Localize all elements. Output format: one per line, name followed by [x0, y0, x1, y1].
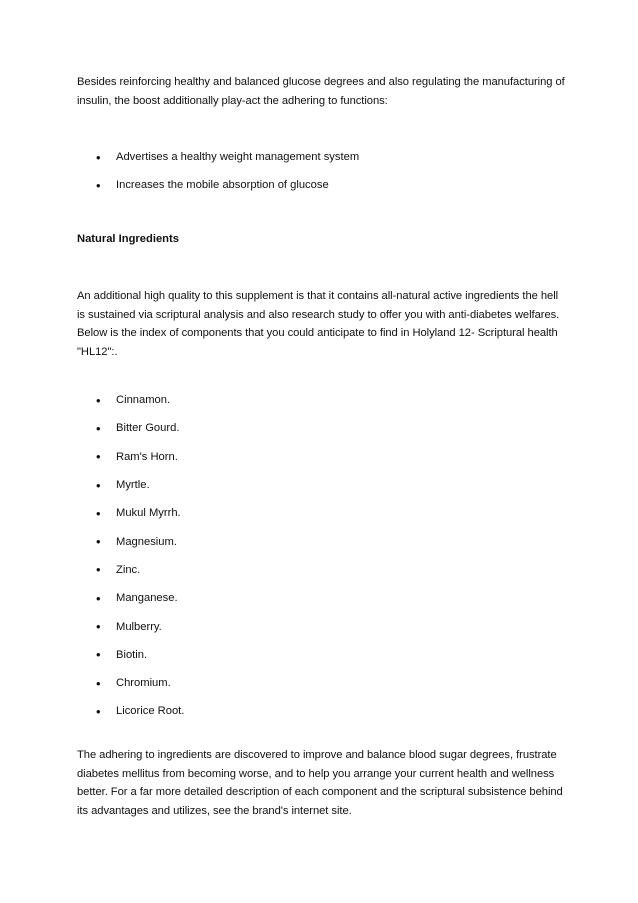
section-heading: Natural Ingredients [77, 233, 179, 245]
list-item [96, 143, 359, 171]
list-item-text: Cinnamon. [116, 394, 171, 407]
closing-paragraph: The adhering to ingredients are discovered to improve and balance blood sugar degrees, frustrate diabetes mellitus from becoming worse, and to help you arrange your current health and wellness better. For a far more detailed description of each component and the scriptural subsistence behind its advantages and utilizes, see the brand's internet site. [77, 749, 563, 817]
list-item-text: Ram's Horn. [116, 450, 178, 463]
list-item [96, 443, 184, 471]
list-item [96, 499, 184, 527]
list-item-text: Myrtle. [116, 479, 150, 492]
list-item-text: Increases the mobile absorption of glucose [116, 179, 329, 192]
list-item [96, 527, 184, 555]
functions-list [96, 143, 359, 200]
bullet-icon: • [96, 505, 101, 521]
list-item [96, 641, 184, 669]
bullet-icon: • [96, 149, 101, 165]
list-item-text: Bitter Gourd. [116, 422, 180, 435]
bullet-icon: • [96, 590, 101, 606]
list-item-text: Advertises a healthy weight management system [116, 151, 360, 164]
bullet-icon: • [96, 449, 101, 465]
list-item [96, 171, 359, 199]
intro-paragraph: Besides reinforcing healthy and balanced glucose degrees and also regulating the manufacturing of insulin, the boost additionally play-act the adhering to functions: [77, 76, 565, 107]
list-item-text: Mulberry. [116, 620, 162, 633]
list-item-text: Zinc. [116, 563, 141, 576]
list-item [96, 669, 184, 697]
list-item-text: Biotin. [116, 648, 148, 661]
list-item-text: Licorice Root. [116, 705, 185, 718]
bullet-icon: • [96, 703, 101, 719]
bullet-icon: • [96, 420, 101, 436]
list-item [96, 584, 184, 612]
ingredients-list [96, 386, 184, 726]
ingredients-intro-paragraph: An additional high quality to this supplement is that it contains all-natural active ingredients the hell is sustained via scriptural analysis and also research study to offer you with anti-diabetes welfares. Below is the index of components that you could anticipate to find in Holyland 12- Scriptural health "HL12":. [77, 290, 560, 358]
list-item [96, 414, 184, 442]
list-item [96, 556, 184, 584]
list-item [96, 612, 184, 640]
bullet-icon: • [96, 534, 101, 550]
bullet-icon: • [96, 619, 101, 635]
list-item [96, 386, 184, 414]
list-item [96, 471, 184, 499]
bullet-icon: • [96, 177, 101, 193]
bullet-icon: • [96, 562, 101, 578]
list-item-text: Manganese. [116, 592, 178, 605]
bullet-icon: • [96, 675, 101, 691]
list-item [96, 697, 184, 725]
bullet-icon: • [96, 392, 101, 408]
list-item-text: Magnesium. [116, 535, 177, 548]
bullet-icon: • [96, 477, 101, 493]
bullet-icon: • [96, 647, 101, 663]
list-item-text: Mukul Myrrh. [116, 507, 181, 520]
list-item-text: Chromium. [116, 677, 171, 690]
